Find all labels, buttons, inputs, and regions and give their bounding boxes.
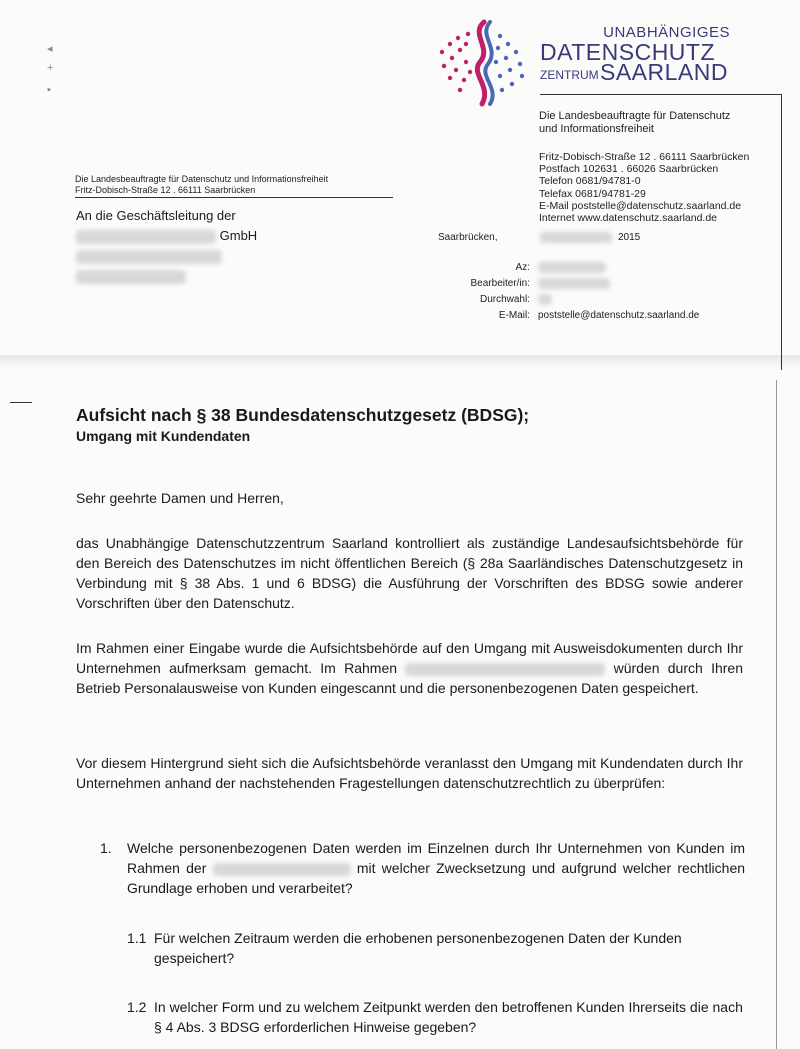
recipient-address xyxy=(76,206,257,286)
return-address xyxy=(75,174,328,196)
logo-line-3b: SAARLAND xyxy=(600,59,728,85)
redacted-text xyxy=(538,278,610,289)
divider xyxy=(75,197,393,198)
logo-line-1: UNABHÄNGIGES xyxy=(603,24,730,41)
divider xyxy=(540,94,782,95)
paragraph-1: das Unabhängige Datenschutzzentrum Saarland kontrolliert als zuständige Landesaufsichtsbehörde für den Bereich des Datenschutzes im nicht öffentlichen Bereich (§ 28a Saarländisches Datenschutzgesetz in Verbindung mit § 38 Abs. 1 und 6 BDSG) die Ausführung der Vorschriften des BDSG sowie anderer Vorschriften über den Datenschutz. xyxy=(76,535,743,611)
email-label: E-Mail: xyxy=(498,310,530,321)
paragraph-2 xyxy=(76,638,743,698)
redacted-text xyxy=(76,250,222,264)
question-1-2 xyxy=(127,997,747,1037)
sender-title-line: und Informationsfreiheit xyxy=(539,123,654,135)
sender-internet: Internet www.datenschutz.saarland.de xyxy=(539,212,718,225)
redacted-text xyxy=(76,270,186,284)
divider xyxy=(776,380,777,1049)
redacted-text xyxy=(538,294,552,305)
redacted-text xyxy=(540,232,612,243)
redacted-text xyxy=(405,663,605,676)
question-text: Für welchen Zeitraum werden die erhobenen personenbezogenen Daten der Kunden gespeichert? xyxy=(154,930,682,966)
question-1 xyxy=(100,838,745,898)
return-address-line: Fritz-Dobisch-Straße 12 . 66111 Saarbrücken xyxy=(75,185,256,195)
question-1-1 xyxy=(127,928,747,968)
sender-phone: Telefon 0681/94781-0 xyxy=(539,175,641,188)
punch-mark-icon: ▪ xyxy=(47,84,51,96)
question-number: 1.2 xyxy=(127,999,147,1015)
az-label: Az: xyxy=(515,262,530,273)
sender-title-line: Die Landesbeauftragte für Datenschutz xyxy=(539,110,731,122)
sender-fax: Telefax 0681/94781-29 xyxy=(539,187,646,200)
redacted-text xyxy=(538,262,606,273)
sender-title xyxy=(539,110,774,136)
recipient-company xyxy=(76,226,257,246)
divider xyxy=(781,94,782,370)
salutation: Sehr geehrte Damen und Herren, xyxy=(76,490,284,506)
question-text: In welcher Form und zu welchem Zeitpunkt werden den betroffenen Kunden Ihrerseits die nach § 4 Abs. 3 BDSG erforderlichen Hinweise gegeben? xyxy=(154,999,743,1035)
sender-contact xyxy=(539,151,774,224)
paragraph-3: Vor diesem Hintergrund sieht sich die Aufsichtsbehörde veranlasst den Umgang mit Kundendaten durch Ihr Unternehmen anhand der nachstehenden Fragestellungen datenschutzrechtlich zu überprüfen: xyxy=(76,755,743,791)
bearbeiter-label: Bearbeiter/in: xyxy=(470,278,530,289)
question-text: Welche personenbezogenen Daten werden im Einzelnen durch Ihr Unternehmen von Kunden im Rahmen der xyxy=(127,840,745,876)
punch-mark-icon: + xyxy=(47,62,54,74)
fold-mark xyxy=(10,402,32,403)
question-text: mit welcher Zwecksetzung und aufgrund welcher rechtlichen Grundlage erhoben und verarbeitet? xyxy=(127,860,746,896)
paragraph-2-part-b: würden durch Ihren Betrieb Personalausweise von Kunden eingescannt und die personenbezogenen Daten gespeichert. xyxy=(76,660,743,696)
sender-email: E-Mail poststelle@datenschutz.saarland.de xyxy=(539,199,742,212)
redacted-text xyxy=(76,230,216,244)
place-label: Saarbrücken, xyxy=(438,232,498,243)
subject-subtitle: Umgang mit Kundendaten xyxy=(76,428,251,444)
page-fold-shadow xyxy=(0,355,800,369)
logo-line-3a: ZENTRUM xyxy=(540,68,599,82)
sender-address: Fritz-Dobisch-Straße 12 . 66111 Saarbrücken xyxy=(539,151,750,163)
company-suffix: GmbH xyxy=(219,228,258,243)
return-address-line: Die Landesbeauftragte für Datenschutz und Informationsfreiheit xyxy=(75,174,329,184)
logo-line-2: DATENSCHUTZ xyxy=(540,39,716,65)
subject-title: Aufsicht nach § 38 Bundesdatenschutzgesetz (BDSG); xyxy=(76,405,530,425)
redacted-text xyxy=(213,863,351,876)
paragraph-2-part-a: Im Rahmen einer Eingabe wurde die Aufsichtsbehörde auf den Umgang mit Ausweisdokumenten durch Ihr Unternehmen aufmerksam gemacht. Im Rahmen xyxy=(76,640,743,676)
punch-mark-icon: ◂ xyxy=(47,43,53,55)
recipient-line: An die Geschäftsleitung der xyxy=(76,208,236,223)
sender-postbox: Postfach 102631 . 66026 Saarbrücken xyxy=(539,163,719,176)
letter-year: 2015 xyxy=(618,232,641,243)
subject xyxy=(76,405,529,444)
logo-icon xyxy=(430,14,536,110)
durchwahl-label: Durchwahl: xyxy=(479,294,530,305)
question-number: 1.1 xyxy=(127,930,147,946)
email-value: poststelle@datenschutz.saarland.de xyxy=(538,310,700,321)
question-number: 1. xyxy=(100,840,112,856)
